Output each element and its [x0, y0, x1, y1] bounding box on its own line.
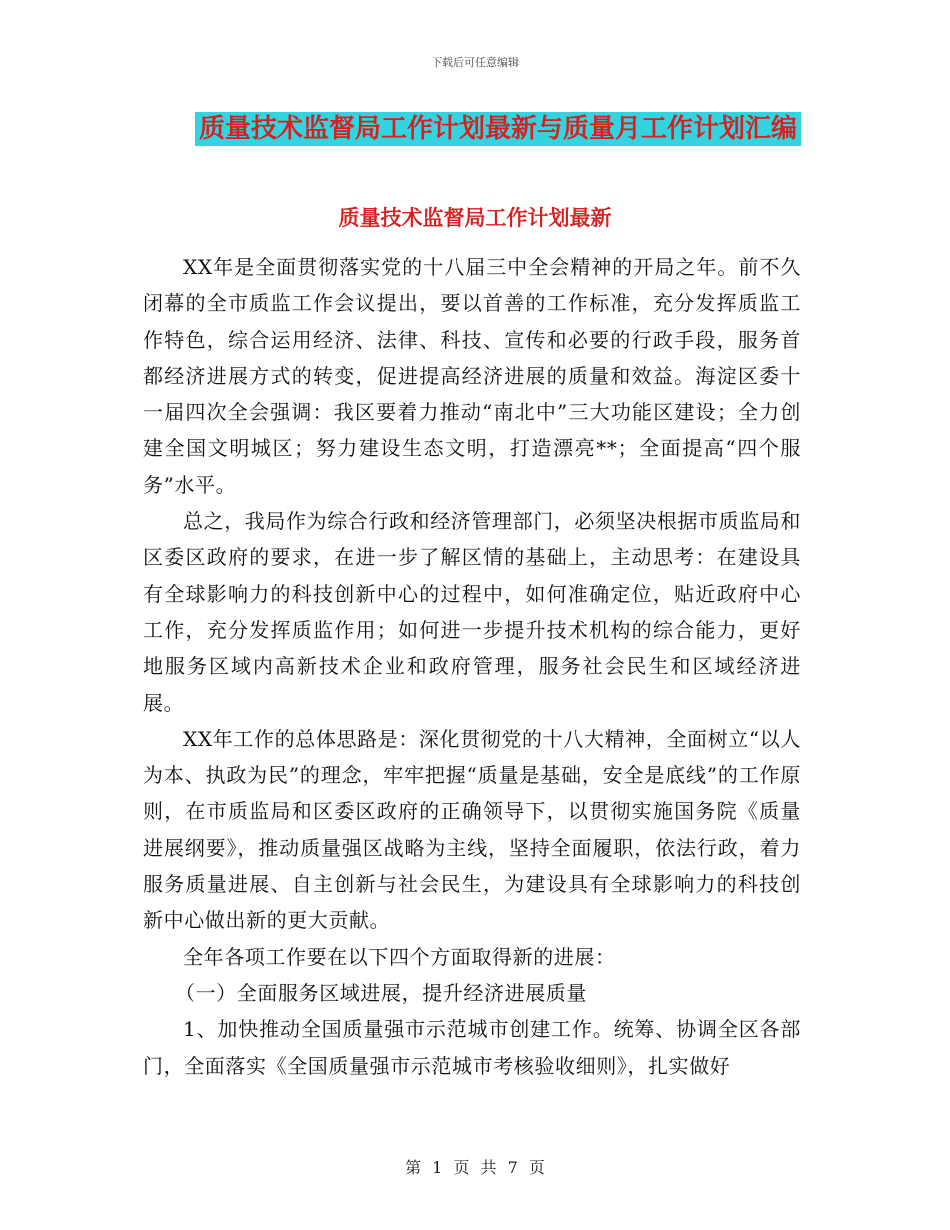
paragraph-4: 全年各项工作要在以下四个方面取得新的进展：: [183, 944, 616, 969]
header-note: 下载后可任意编辑: [431, 56, 519, 69]
paragraph-5: （一）全面服务区域进展，提升经济进展质量: [175, 980, 587, 1005]
document-title: 质量技术监督局工作计划最新与质量月工作计划汇编: [198, 114, 797, 144]
paragraph-2: 总之，我局作为综合行政和经济管理部门，必须坚决根据市质监局和区委区政府的要求，在进一步了解区情的基础上，主动思考：在建设具有全球影响力的科技创新中心的过程中，如何准确定位，贴近政府中心工作，充分发挥质监作用；如何进一步提升技术机构的综合能力，更好地服务区域内高新技术企业和政府管理，服务社会民生和区域经济进展。: [143, 509, 801, 715]
paragraph-1: XX年是全面贯彻落实党的十八届三中全会精神的开局之年。前不久闭幕的全市质监工作会议提出，要以首善的工作标准，充分发挥质监工作特色，综合运用经济、法律、科技、宣传和必要的行政手段，服务首都经济进展方式的转变，促进提高经济进展的质量和效益。海淀区委十一届四次全会强调：我区要着力推动“南北中”三大功能区建设；全力创建全国文明城区；努力建设生态文明，打造漂亮**；全面提高“四个服务”水平。: [143, 255, 801, 497]
section-title: 质量技术监督局工作计划最新: [338, 206, 612, 230]
page-number: 第 1 页 共 7 页: [405, 1158, 545, 1177]
document-body: [143, 223, 801, 1084]
paragraph-3: XX年工作的总体思路是：深化贯彻党的十八大精神，全面树立“以人为本、执政为民”的理念，牢牢把握“质量是基础，安全是底线”的工作原则，在市质监局和区委区政府的正确领导下，以贯彻实施国务院《质量进展纲要》，推动质量强区战略为主线，坚持全面履职，依法行政，着力服务质量进展、自主创新与社会民生，为建设具有全球影响力的科技创新中心做出新的更大贡献。: [143, 726, 801, 933]
paragraph-6: 1、加快推动全国质量强市示范城市创建工作。统筹、协调全区各部门，全面落实《全国质量强市示范城市考核验收细则》，扎实做好: [143, 1017, 801, 1078]
